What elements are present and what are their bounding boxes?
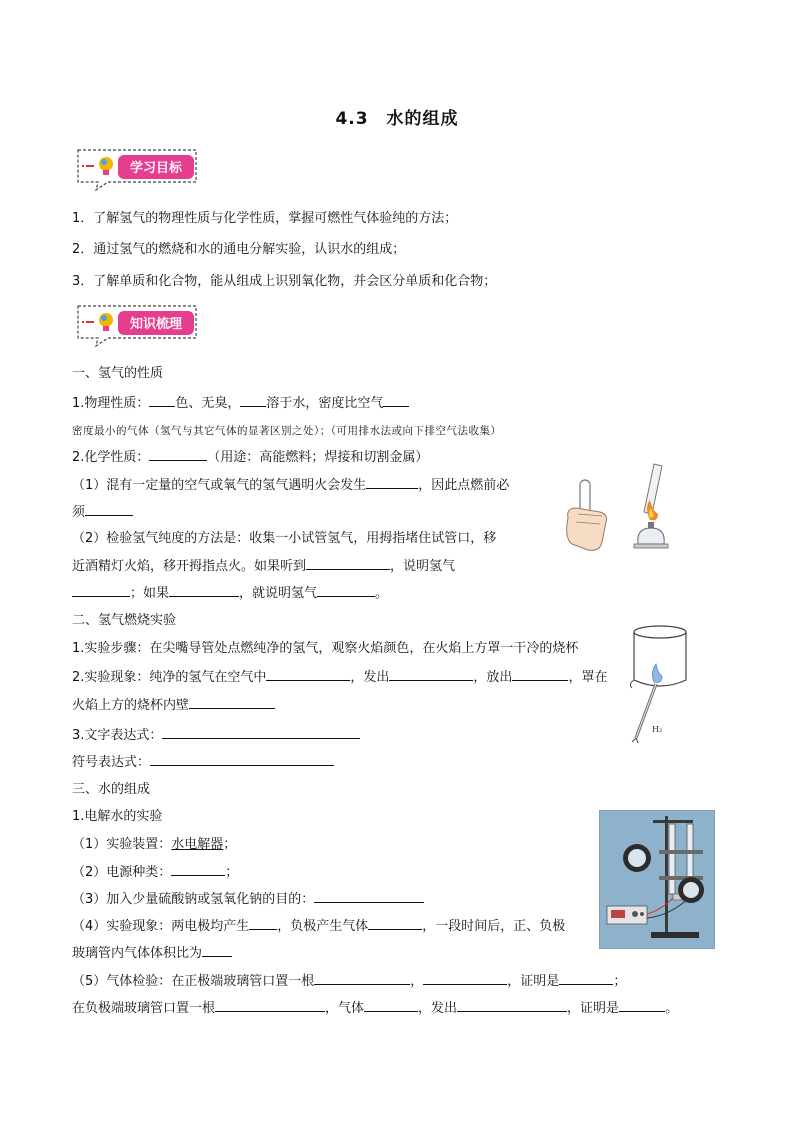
flame-icon — [652, 664, 662, 682]
power-type-line: （2）电源种类： ； — [72, 865, 239, 880]
additive-purpose-line: （3）加入少量硫酸钠或氢氧化钠的目的： — [72, 890, 424, 909]
page-title: 4.3 水的组成 — [335, 109, 459, 129]
symbol-equation: 符号表达式： — [72, 753, 334, 772]
experiment-steps: 1.实验步骤：在尖嘴导管处点燃纯净的氢气，观察火焰颜色，在火焰上方罩一干冷的烧杯 — [72, 641, 579, 656]
section-2-heading: 二、氢气燃烧实验 — [72, 613, 177, 628]
badge-label: 知识梳理 — [129, 317, 183, 332]
learning-goals-badge — [74, 146, 200, 192]
experiment-phenomenon-2: 火焰上方的烧杯内壁 — [72, 696, 275, 715]
hand-holding-tube-icon — [567, 480, 607, 550]
section-1-heading: 一、氢气的性质 — [72, 366, 164, 381]
experiment-phenomenon: 2.实验现象：纯净的氢气在空气中 ，发出 ，放出 ，罩在 — [72, 670, 608, 685]
density-note: 密度最小的气体（氢气与其它气体的显著区别之处）；（可用排水法或向下排空气法收集） — [72, 425, 502, 437]
chemical-property-line: 2.化学性质： （用途：高能燃料；焊接和切割金属） — [72, 450, 429, 465]
purity-test-line-1: （2）检验氢气纯度的方法是：收集一小试管氢气，用拇指堵住试管口，移 — [72, 531, 497, 546]
knowledge-review-badge — [74, 302, 200, 348]
electrolysis-phenomenon-line: （4）实验现象：两电极均产生 ，负极产生气体 ，一段时间后，正、负极 — [72, 919, 566, 934]
goal-1: 1．了解氢气的物理性质与化学性质，掌握可燃性气体验纯的方法； — [72, 211, 458, 226]
alcohol-lamp-icon — [634, 500, 668, 548]
volume-ratio-line: 玻璃管内气体体积比为 — [72, 944, 232, 963]
word-equation: 3.文字表达式： — [72, 726, 360, 745]
purity-test-line-3: ；如果 ，就说明氢气 。 — [72, 584, 388, 603]
purity-test-figure — [560, 458, 690, 562]
goal-2: 2．通过氢气的燃烧和水的通电分解实验，认识水的组成； — [72, 242, 406, 257]
section-3-heading: 三、水的组成 — [72, 782, 151, 797]
apparatus-line: （1）实验装置：水电解器； — [72, 837, 237, 852]
power-supply-icon — [607, 906, 647, 924]
positive-gas-test-line: （5）气体检验：在正极端玻璃管口置一根 ， ，证明是 ； — [72, 974, 627, 989]
physical-property-line: 1.物理性质： 色、无臭， 溶于水，密度比空气 — [72, 394, 409, 413]
explosion-line-2: 须 — [72, 503, 133, 522]
h2-label: H₂ — [652, 725, 663, 734]
explosion-line: （1）混有一定量的空气或氧气的氢气遇明火会发生 ，因此点燃前必 — [72, 478, 510, 493]
water-electrolyzer-photo — [599, 810, 715, 949]
purity-test-line-2: 近酒精灯火焰，移开拇指点火。如果听到 ，说明氢气 — [72, 559, 456, 574]
electrolysis-subheading: 1.电解水的实验 — [72, 809, 163, 824]
hydrogen-burning-figure — [618, 622, 698, 744]
badge-label: 学习目标 — [129, 161, 183, 176]
negative-gas-test-line: 在负极端玻璃管口置一根 ，气体 ，发出 ，证明是 。 — [72, 1001, 679, 1016]
inverted-tube-icon — [644, 464, 662, 514]
goal-3: 3．了解单质和化合物，能从组成上识别氧化物，并会区分单质和化合物； — [72, 274, 497, 289]
